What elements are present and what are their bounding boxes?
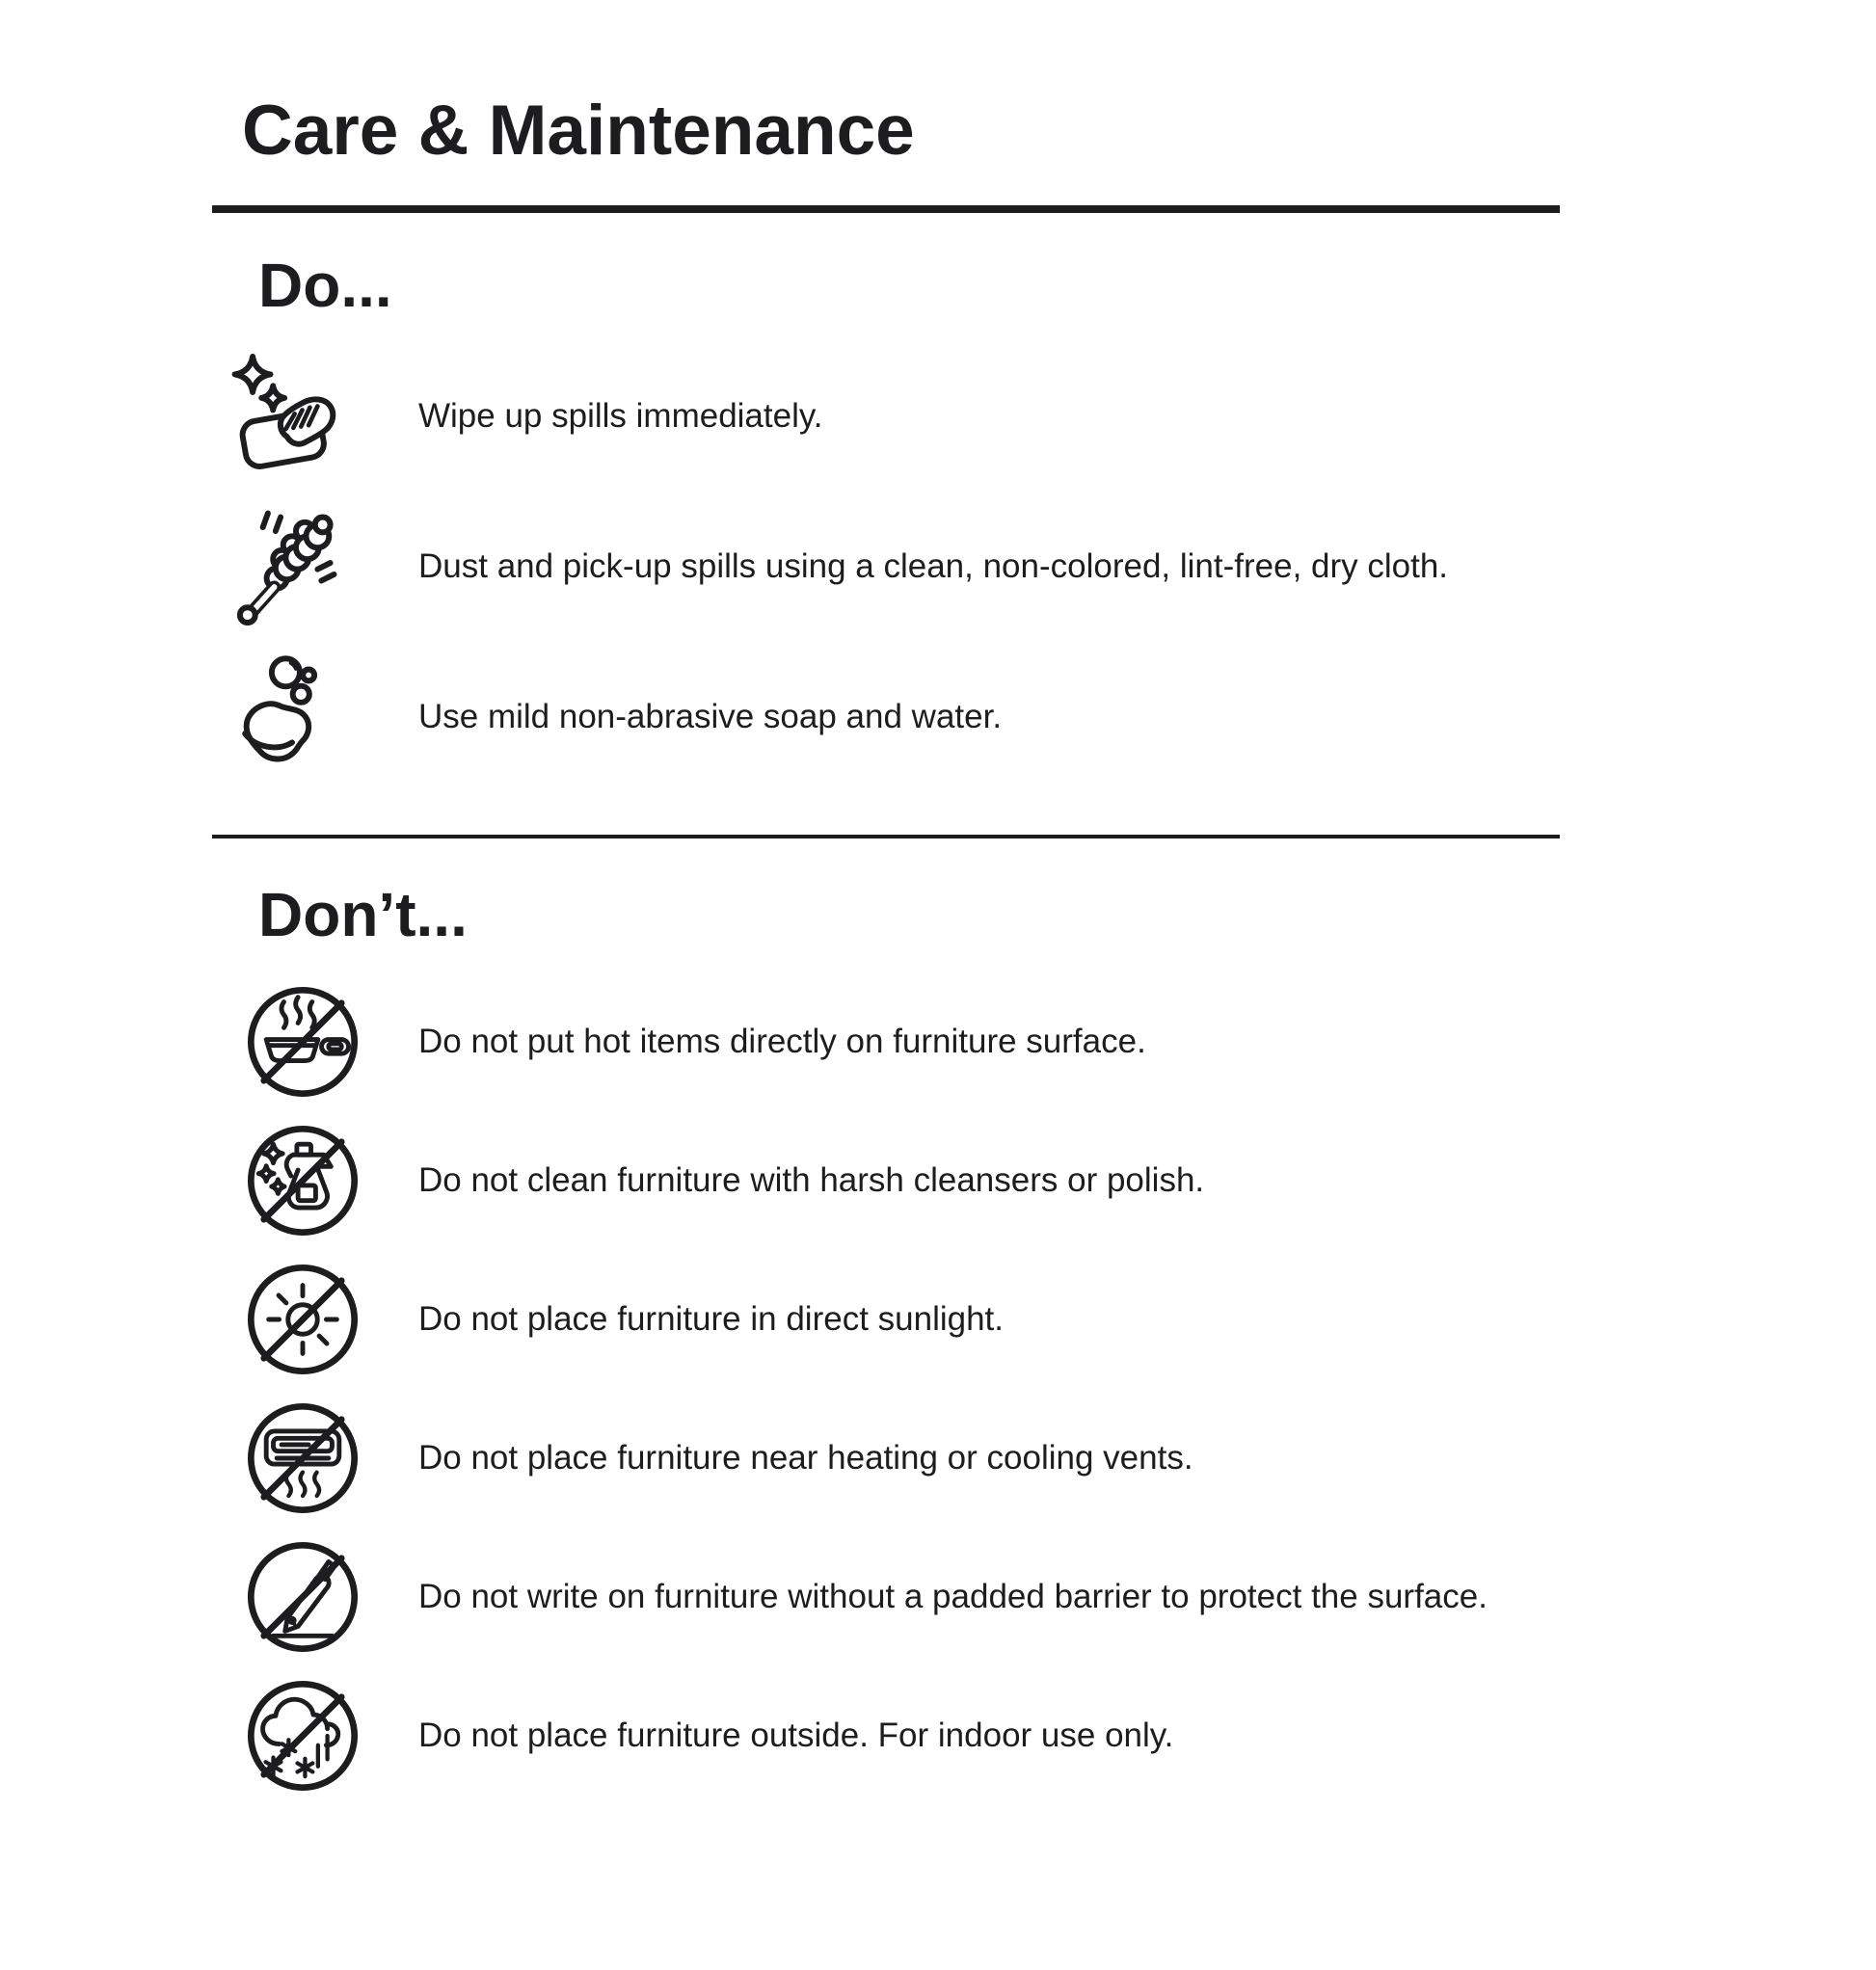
no-direct-sunlight-icon	[244, 1261, 362, 1378]
title-divider	[212, 205, 1560, 213]
item-text: Do not place furniture in direct sunlight.	[418, 1300, 1004, 1339]
wipe-hand-icon	[228, 353, 356, 480]
list-item	[212, 492, 1560, 642]
item-text: Do not place furniture outside. For indoor use only.	[418, 1717, 1174, 1755]
item-text: Wipe up spills immediately.	[418, 396, 823, 435]
icon-cell	[212, 503, 418, 630]
icon-cell	[212, 1122, 418, 1239]
icon-cell	[212, 1677, 418, 1795]
list-item	[212, 1389, 1560, 1528]
section-divider	[212, 835, 1560, 839]
do-heading: Do...	[258, 250, 392, 320]
list-item	[212, 1250, 1560, 1389]
list-item	[212, 341, 1560, 492]
list-item	[212, 642, 1560, 792]
item-text: Do not write on furniture without a padded barrier to protect the surface.	[418, 1578, 1487, 1616]
no-writing-pen-icon	[244, 1538, 362, 1656]
icon-cell	[212, 1399, 418, 1517]
feather-duster-icon	[228, 503, 356, 630]
soap-bubbles-icon	[228, 653, 356, 781]
item-text: Dust and pick-up spills using a clean, non-colored, lint-free, dry cloth.	[418, 546, 1449, 585]
icon-cell	[212, 653, 418, 781]
list-item	[212, 1666, 1560, 1805]
dont-section	[212, 879, 1560, 1805]
no-hot-pan-icon	[244, 983, 362, 1101]
list-item	[212, 972, 1560, 1111]
page-title: Care & Maintenance	[242, 92, 915, 170]
no-spray-cleaner-icon	[244, 1122, 362, 1239]
list-item	[212, 1528, 1560, 1666]
care-maintenance-document	[212, 94, 1560, 1805]
item-text: Do not put hot items directly on furniture surface.	[418, 1023, 1146, 1061]
item-text: Do not place furniture near heating or cooling vents.	[418, 1439, 1193, 1478]
icon-cell	[212, 353, 418, 480]
icon-cell	[212, 1261, 418, 1378]
icon-cell	[212, 983, 418, 1101]
item-text: Do not clean furniture with harsh cleansers or polish.	[418, 1161, 1205, 1200]
icon-cell	[212, 1538, 418, 1656]
item-text: Use mild non-abrasive soap and water.	[418, 697, 1003, 735]
list-item	[212, 1111, 1560, 1250]
no-heating-cooling-vent-icon	[244, 1399, 362, 1517]
no-outdoor-weather-icon	[244, 1677, 362, 1795]
dont-heading: Don’t...	[258, 879, 468, 949]
do-section	[212, 250, 1560, 792]
